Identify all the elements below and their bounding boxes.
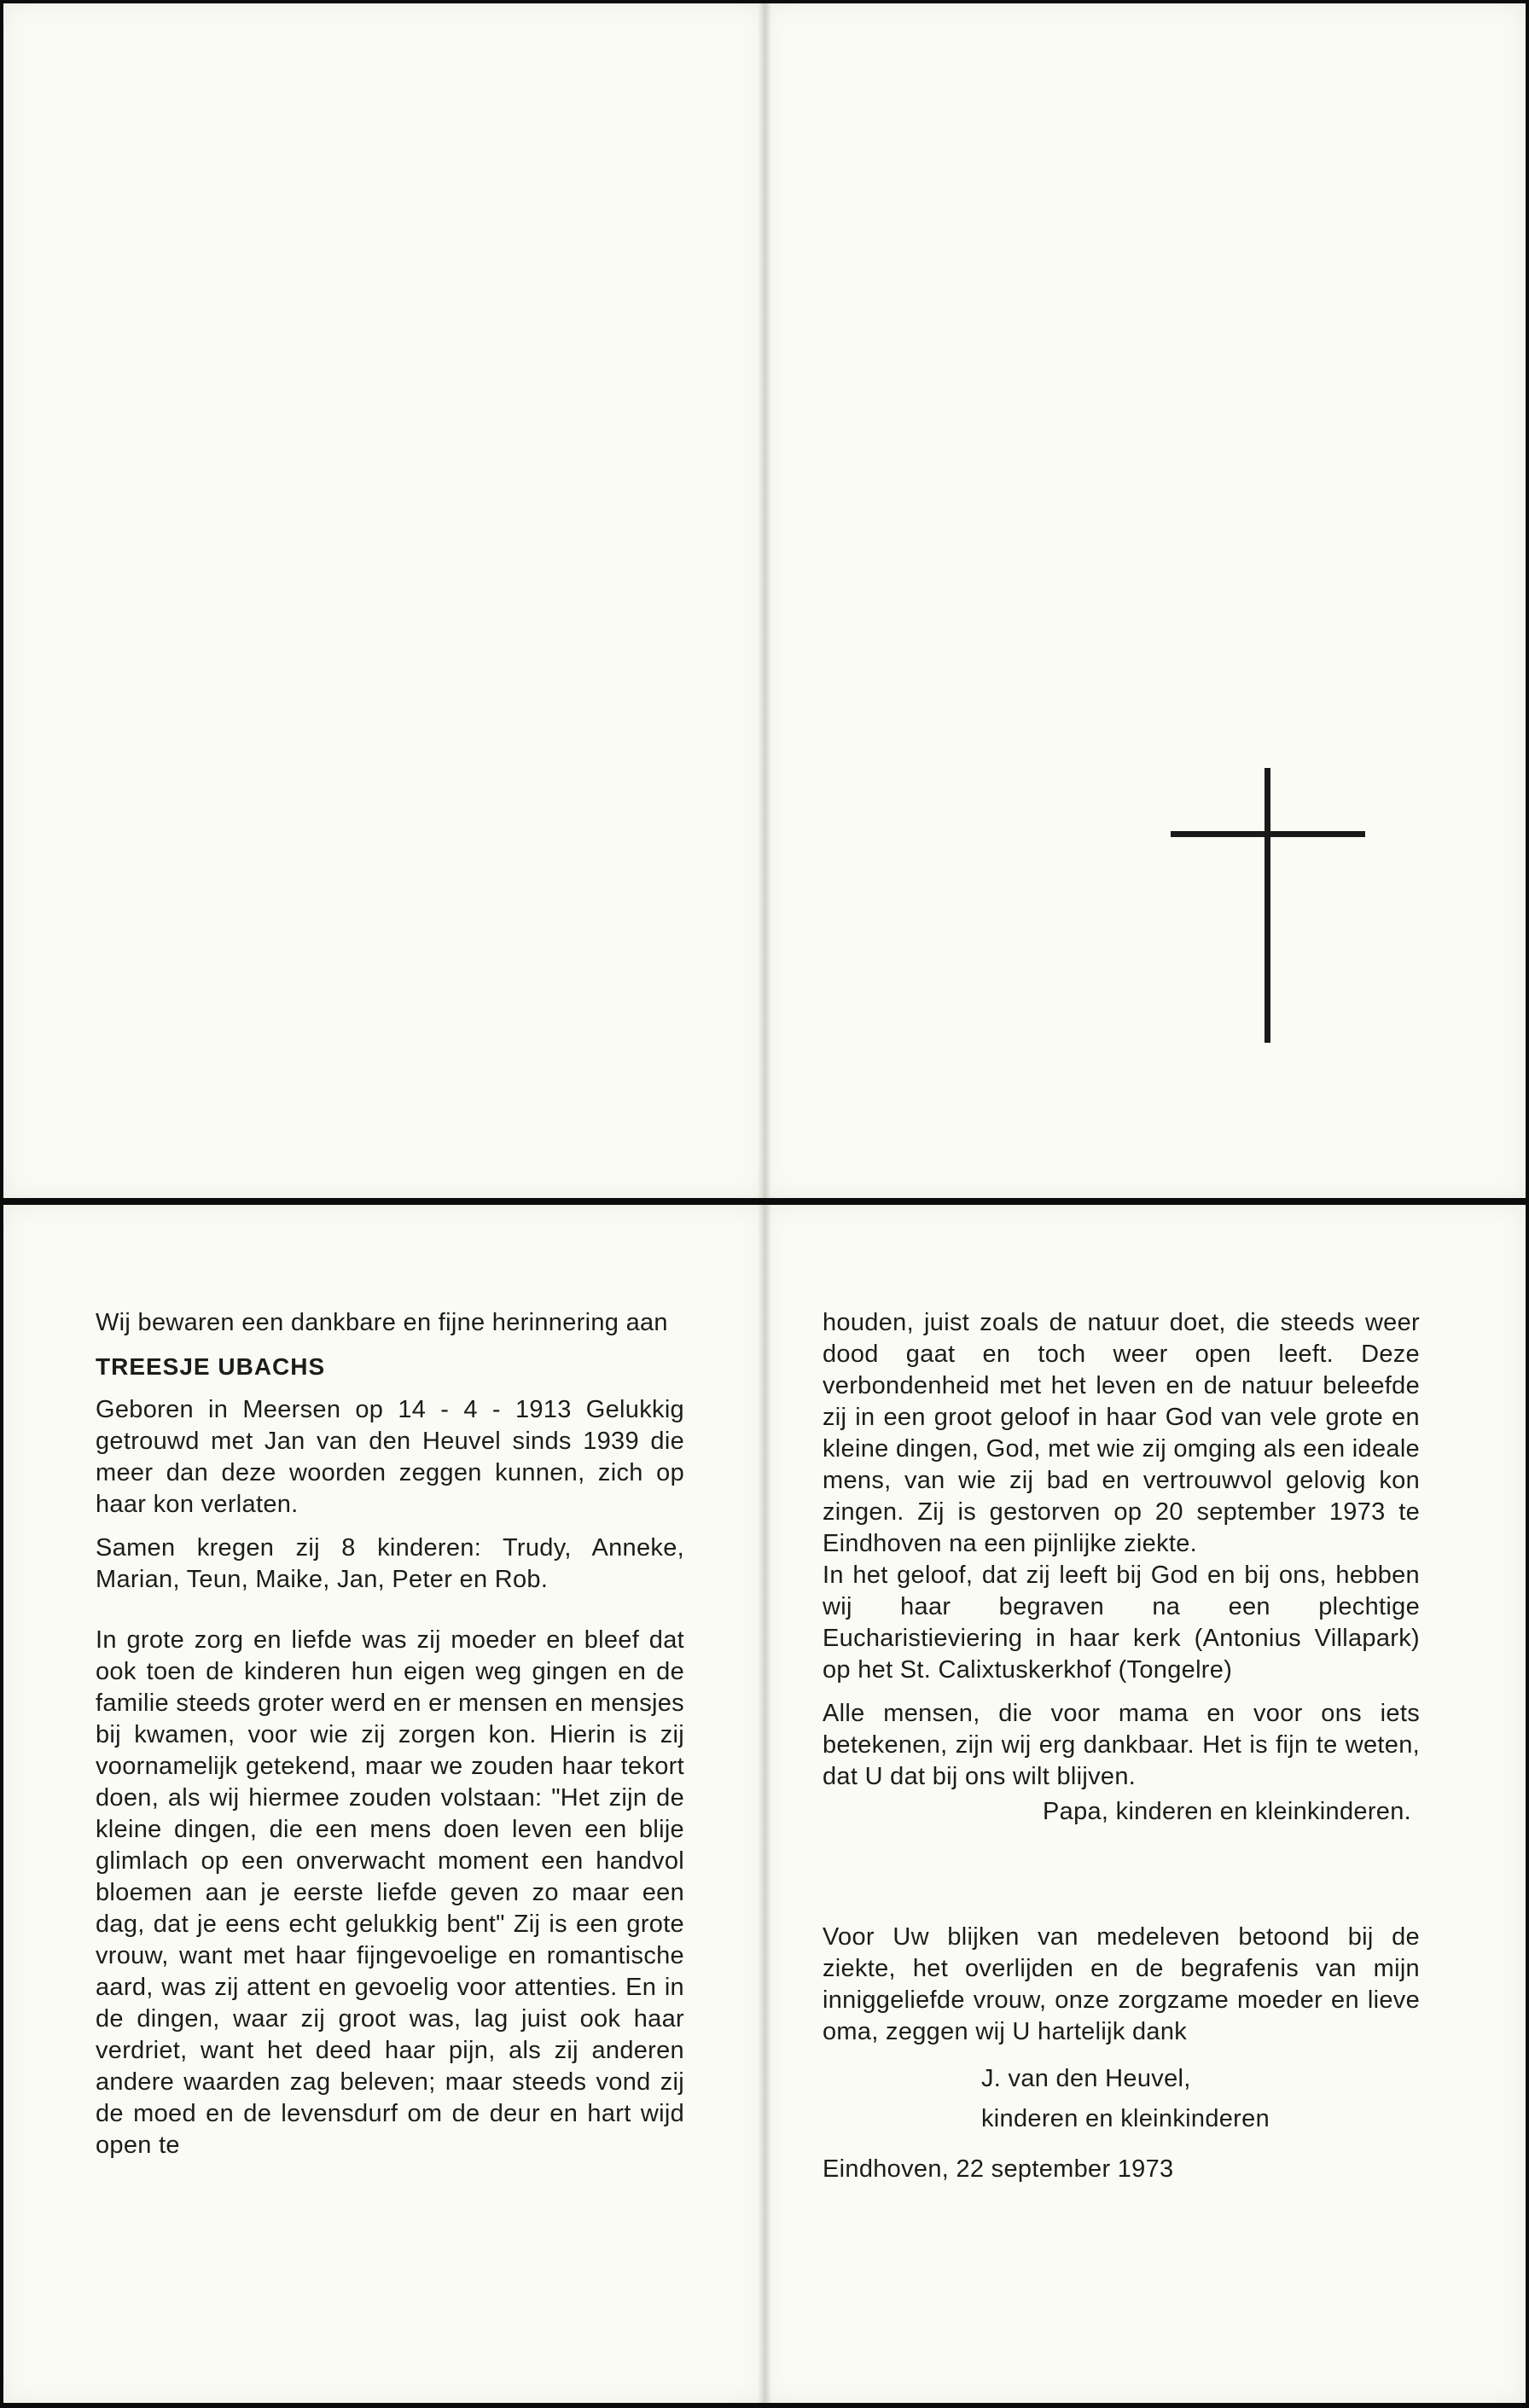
- bio-text: Geboren in Meersen op 14 - 4 - 1913 Gelukkig getrouwd met Jan van den Heuvel sinds 1939 die meer dan deze woorden zeggen kunnen, zich op haar kon verlaten.: [96, 1396, 684, 1518]
- family-signature: Papa, kinderen en kleinkinderen.: [1043, 1798, 1411, 1825]
- card-inside: [3, 1205, 1526, 2403]
- tribute-text: In grote zorg en liefde was zij moeder en bleef dat ook toen de kinderen hun eigen weg gingen en de familie steeds groter werd en er mensen en mensjes bij kwamen, voor wie zij zorgen kon. Hierin is zij voornamelijk getekend, maar we zouden haar tekort doen, als wij hiermee zouden volstaan: "Het zijn de kleine dingen, die een mens doen leven een blije glimlach op een onverwacht moment een handvol bloemen aan je eerste liefde geven zo maar een dag, dat je eens echt gelukkig bent" Zij is een grote vrouw, want met haar fijngevoelige en romantische aard, was zij attent en gevoelig voor attenties. En in de dingen, waar zij groot was, lag juist ook haar verdriet, want het deed haar pijn, als zij anderen andere waarden zag beleven; maar steeds vond zij de moed en de levensdurf om de deur en hart wijd open te: [96, 1626, 684, 2159]
- inside-left-panel: [3, 1205, 764, 2403]
- inside-left-text: [96, 1307, 684, 2161]
- back-panel: [3, 3, 764, 1198]
- front-panel: [764, 3, 1526, 1198]
- children-text: Samen kregen zij 8 kinderen: Trudy, Anneke, Marian, Teun, Maike, Jan, Peter en Rob.: [96, 1534, 684, 1593]
- fold-line: [758, 3, 771, 1198]
- fold-line-inside: [758, 1205, 771, 2403]
- intro-text: Wij bewaren een dankbare en fijne herinnering aan: [96, 1309, 668, 1336]
- inside-right-text: [823, 1307, 1420, 2185]
- inside-right-panel: [764, 1205, 1526, 2403]
- card-outside: [3, 3, 1526, 1198]
- continuation-text: houden, juist zoals de natuur doet, die steeds weer dood gaat en toch weer open leeft. Deze verbondenheid met het leven en de natuur beleefde zij in een groot geloof in haar God van vele grote en kleine dingen, God, met wie zij omging als een ideale mens, van wie zij bad en vertrouwvol gelovig kon zingen. Zij is gestorven op 20 september 1973 te Eindhoven na een pijnlijke ziekte.: [823, 1309, 1420, 1557]
- burial-text: In het geloof, dat zij leeft bij God en bij ons, hebben wij haar begraven na een plechtige Eucharistieviering in haar kerk (Antonius Villapark) op het St. Calixtuskerkhof (Tongelre): [823, 1562, 1420, 1684]
- cross-horizontal-bar: [1171, 831, 1365, 837]
- place-date: Eindhoven, 22 september 1973: [823, 2155, 1174, 2183]
- signer-family: kinderen en kleinkinderen: [981, 2105, 1270, 2132]
- cross-vertical-bar: [1264, 768, 1270, 1043]
- deceased-name: TREESJE UBACHS: [96, 1353, 326, 1380]
- signer-name: J. van den Heuvel,: [981, 2065, 1191, 2092]
- thanks-text: Voor Uw blijken van medeleven betoond bij de ziekte, het overlijden en de begrafenis van mijn inniggeliefde vrouw, onze zorgzame moeder en lieve oma, zeggen wij U hartelijk dank: [823, 1923, 1420, 2045]
- gratitude-text: Alle mensen, die voor mama en voor ons iets betekenen, zijn wij erg dankbaar. Het is fijn te weten, dat U dat bij ons wilt blijven.: [823, 1700, 1420, 1790]
